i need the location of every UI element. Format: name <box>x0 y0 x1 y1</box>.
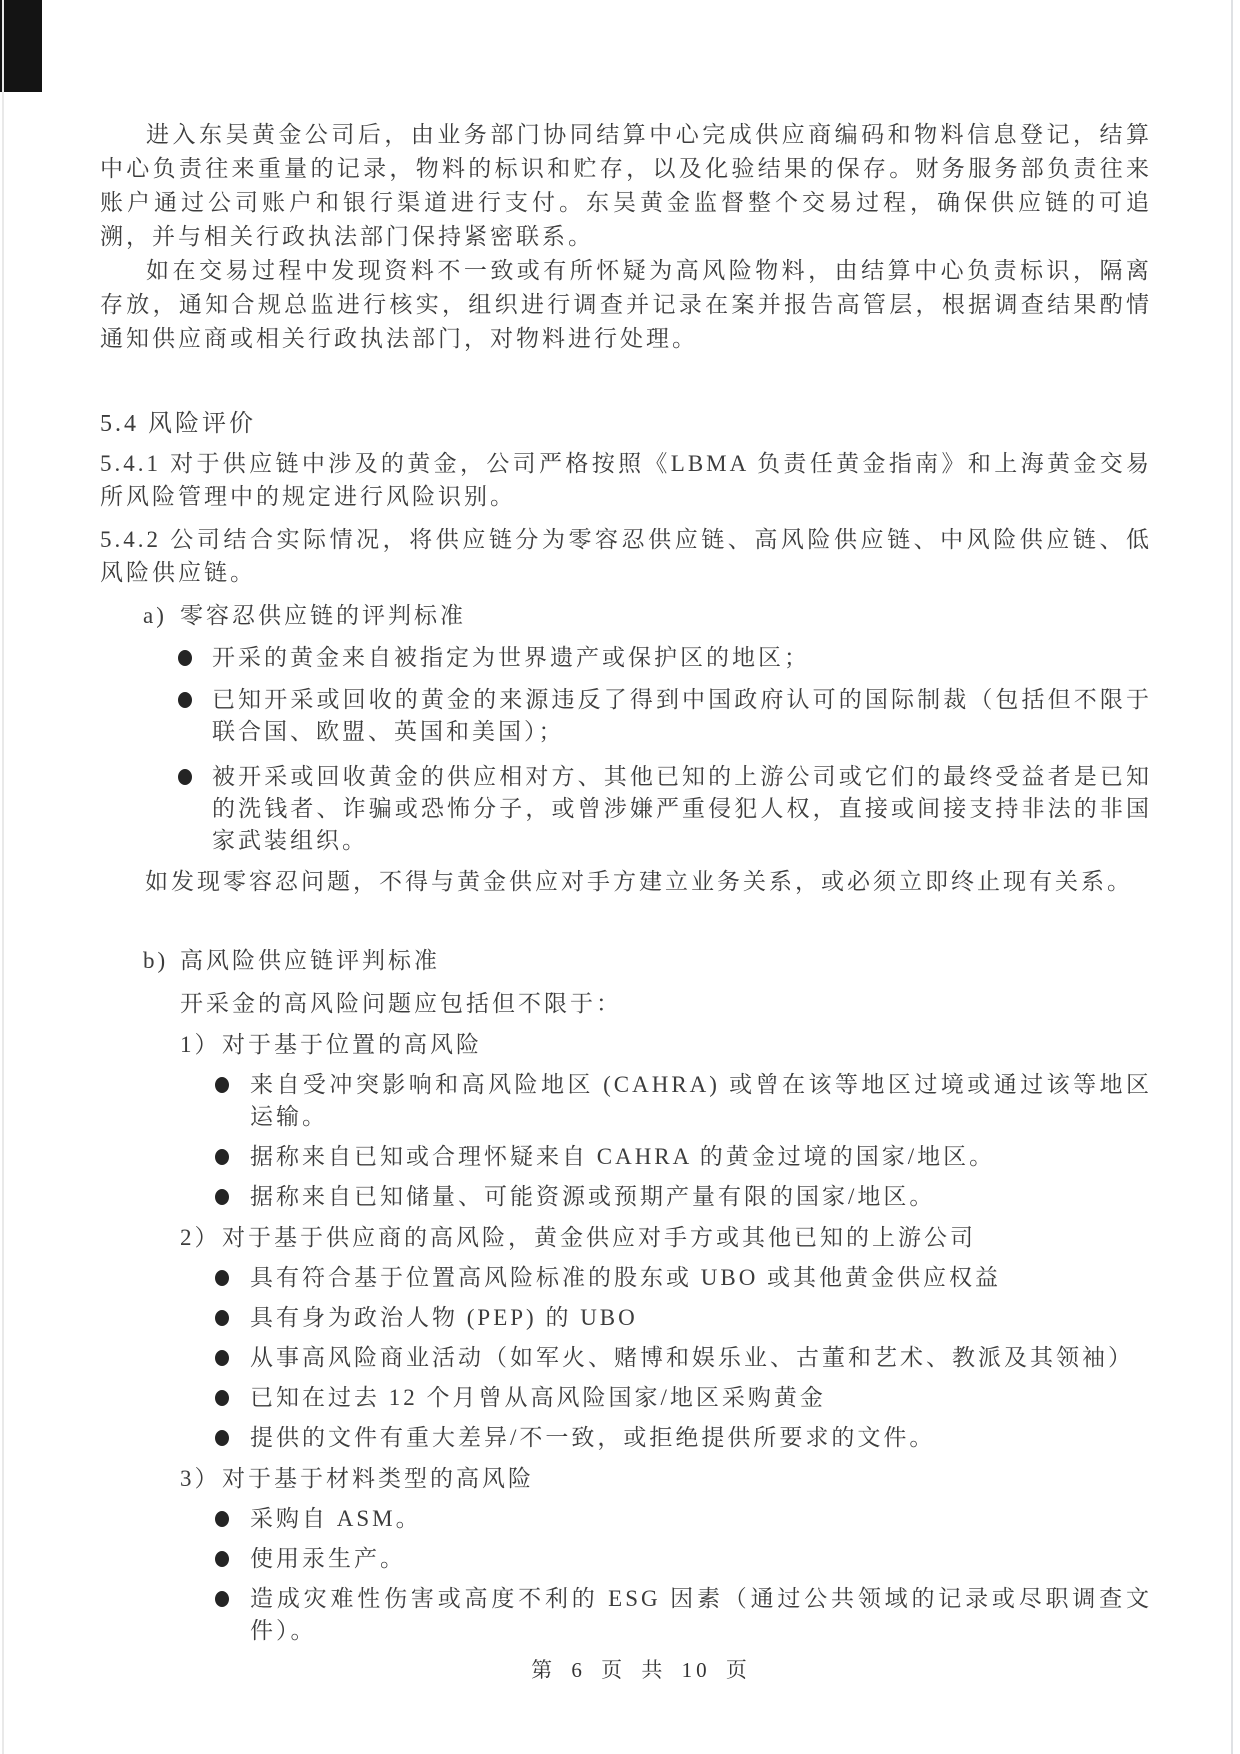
list-item <box>100 1262 1152 1294</box>
bullet-icon <box>215 1350 229 1366</box>
clause-5-4-1: 5.4.1 对于供应链中涉及的黄金，公司严格按照《LBMA 负责任黄金指南》和上海黄金交易所风险管理中的规定进行风险识别。 <box>100 451 1152 509</box>
list-item <box>100 642 1152 674</box>
item-a-heading <box>143 599 1152 632</box>
document-body <box>100 118 1152 1647</box>
bullet-text: 开采的黄金来自被指定为世界遗产或保护区的地区； <box>212 645 810 670</box>
item-b-title: 高风险供应链评判标准 <box>180 948 440 973</box>
item-a-title: 零容忍供应链的评判标准 <box>180 603 466 628</box>
list-item <box>100 1342 1152 1374</box>
bullet-text: 被开采或回收黄金的供应相对方、其他已知的上游公司或它们的最终受益者是已知的洗钱者、诈骗或恐怖分子，或曾涉嫌严重侵犯人权，直接或间接支持非法的非国家武装组织。 <box>212 764 1152 853</box>
bullet-icon <box>178 650 192 666</box>
list-item <box>100 1583 1152 1647</box>
group-3-label: 3） <box>180 1466 221 1491</box>
supplier-risk-bullet-list <box>100 1262 1152 1454</box>
group-1-label: 1） <box>180 1032 221 1057</box>
paragraph-transaction-process: 进入东吴黄金公司后，由业务部门协同结算中心完成供应商编码和物料信息登记，结算中心负责往来重量的记录，物料的标识和贮存，以及化验结果的保存。财务服务部负责往来账户通过公司账户和银行渠道进行支付。东吴黄金监督整个交易过程，确保供应链的可追溯，并与相关行政执法部门保持紧密联系。 <box>100 122 1152 249</box>
bullet-text: 提供的文件有重大差异/不一致，或拒绝提供所要求的文件。 <box>250 1425 936 1450</box>
item-b-intro: 开采金的高风险问题应包括但不限于： <box>180 991 622 1016</box>
bullet-icon <box>215 1077 229 1093</box>
group-2-title: 对于基于供应商的高风险，黄金供应对手方或其他已知的上游公司 <box>222 1225 976 1250</box>
list-item <box>100 1302 1152 1334</box>
section-heading-5-4: 5.4 风险评价 <box>100 411 256 437</box>
bullet-text: 具有身为政治人物 (PEP) 的 UBO <box>250 1305 638 1330</box>
scan-right-edge-line <box>1231 0 1233 1754</box>
bullet-icon <box>215 1270 229 1286</box>
scan-corner-artifact <box>0 0 42 92</box>
list-item <box>100 1422 1152 1454</box>
bullet-text: 已知开采或回收的黄金的来源违反了得到中国政府认可的国际制裁（包括但不限于联合国、欧盟、英国和美国）； <box>212 687 1152 744</box>
item-a-label: a) <box>143 603 167 628</box>
bullet-icon <box>178 692 192 708</box>
bullet-text: 使用汞生产。 <box>250 1546 406 1571</box>
group-2-label: 2） <box>180 1225 221 1250</box>
list-item <box>100 1382 1152 1414</box>
bullet-icon <box>178 769 192 785</box>
list-item <box>100 761 1152 857</box>
paragraph-discrepancy-handling: 如在交易过程中发现资料不一致或有所怀疑为高风险物料，由结算中心负责标识，隔离存放，通知合规总监进行核实，组织进行调查并记录在案并报告高管层，根据调查结果酌情通知供应商或相关行政执法部门，对物料进行处理。 <box>100 258 1152 351</box>
group-2-heading <box>180 1221 1152 1254</box>
item-b-heading <box>143 944 1152 977</box>
page-footer: 第 6 页 共 10 页 <box>531 1658 751 1682</box>
location-risk-bullet-list <box>100 1069 1152 1213</box>
zero-tolerance-note: 如发现零容忍问题，不得与黄金供应对手方建立业务关系，或必须立即终止现有关系。 <box>145 869 1133 894</box>
group-1-title: 对于基于位置的高风险 <box>222 1032 482 1057</box>
list-item <box>100 1141 1152 1173</box>
bullet-icon <box>215 1189 229 1205</box>
bullet-text: 据称来自已知或合理怀疑来自 CAHRA 的黄金过境的国家/地区。 <box>250 1144 996 1169</box>
bullet-icon <box>215 1310 229 1326</box>
bullet-text: 据称来自已知储量、可能资源或预期产量有限的国家/地区。 <box>250 1184 936 1209</box>
scan-left-edge-line <box>2 0 4 1754</box>
bullet-icon <box>215 1149 229 1165</box>
bullet-icon <box>215 1390 229 1406</box>
group-1-heading <box>180 1028 1152 1061</box>
bullet-text: 从事高风险商业活动（如军火、赌博和娱乐业、古董和艺术、教派及其领袖） <box>250 1345 1134 1370</box>
bullet-icon <box>215 1551 229 1567</box>
bullet-text: 已知在过去 12 个月曾从高风险国家/地区采购黄金 <box>250 1385 826 1410</box>
bullet-text: 具有符合基于位置高风险标准的股东或 UBO 或其他黄金供应权益 <box>250 1265 1002 1290</box>
list-item <box>100 1181 1152 1213</box>
bullet-text: 造成灾难性伤害或高度不利的 ESG 因素（通过公共领域的记录或尽职调查文件）。 <box>250 1586 1152 1643</box>
list-item <box>100 1503 1152 1535</box>
item-b-label: b) <box>143 948 169 973</box>
bullet-icon <box>215 1591 229 1607</box>
bullet-text: 采购自 ASM。 <box>250 1506 422 1531</box>
clause-5-4-2: 5.4.2 公司结合实际情况，将供应链分为零容忍供应链、高风险供应链、中风险供应链、低风险供应链。 <box>100 527 1152 585</box>
list-item <box>100 684 1152 748</box>
group-3-title: 对于基于材料类型的高风险 <box>222 1466 534 1491</box>
group-3-heading <box>180 1462 1152 1495</box>
zero-tolerance-bullet-list <box>100 642 1152 857</box>
list-item <box>100 1543 1152 1575</box>
bullet-icon <box>215 1430 229 1446</box>
list-item <box>100 1069 1152 1133</box>
material-risk-bullet-list <box>100 1503 1152 1647</box>
bullet-text: 来自受冲突影响和高风险地区 (CAHRA) 或曾在该等地区过境或通过该等地区运输。 <box>250 1072 1152 1129</box>
bullet-icon <box>215 1511 229 1527</box>
